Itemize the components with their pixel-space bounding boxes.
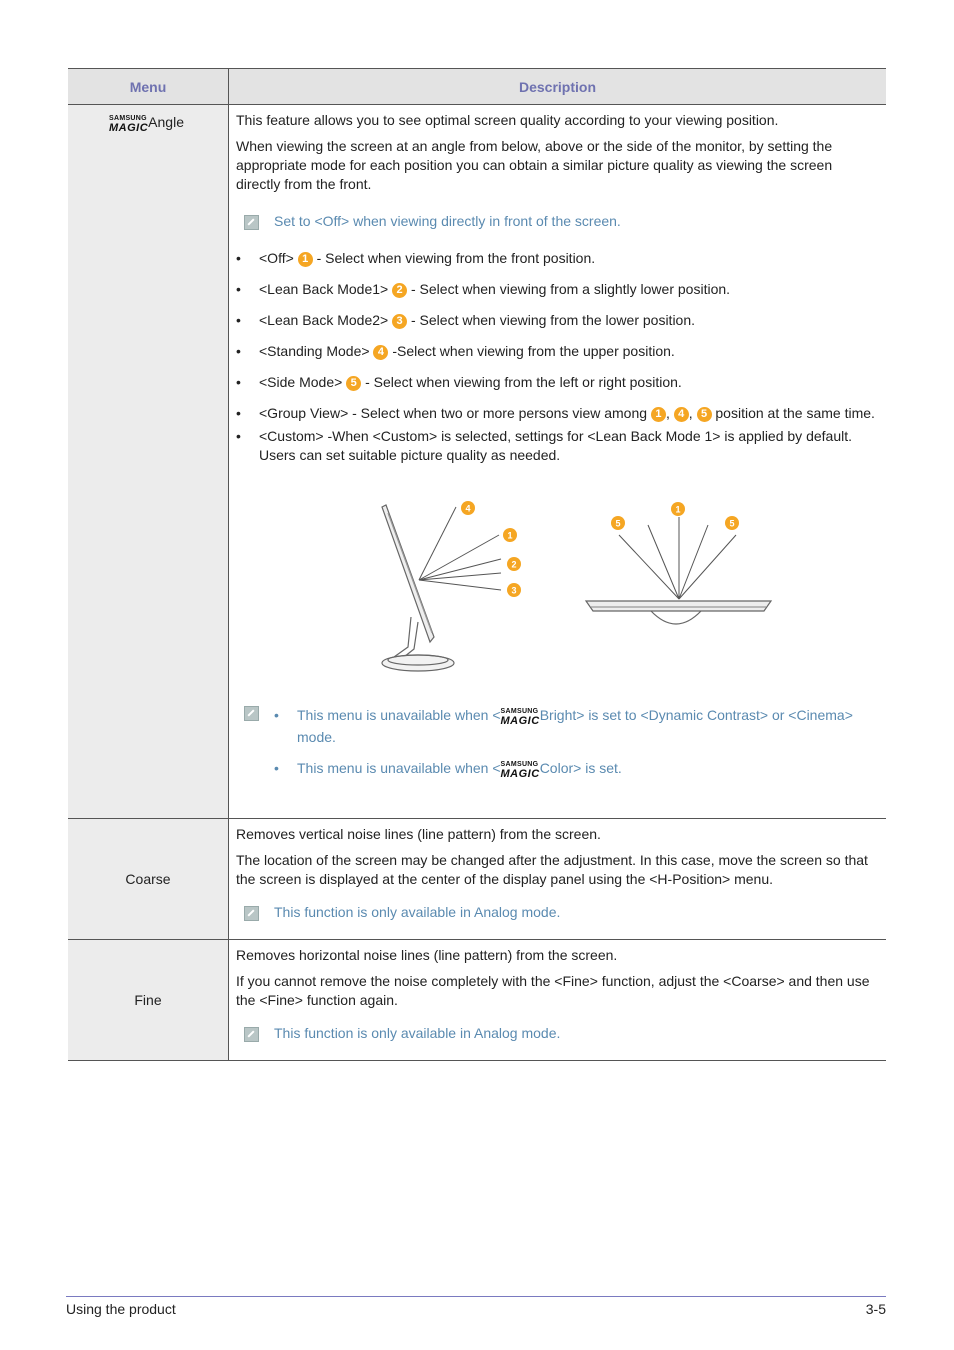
angle-notes-block xyxy=(244,705,878,791)
table-row-coarse xyxy=(68,819,886,940)
svg-text:5: 5 xyxy=(729,518,735,529)
note-icon xyxy=(244,706,259,721)
table-row-fine xyxy=(68,940,886,1061)
list-item: • <Off> 1 - Select when viewing from the front position. xyxy=(236,249,878,268)
badge-5-icon: 5 xyxy=(346,376,361,391)
list-item: • <Lean Back Mode1> 2 - Select when viewing from a slightly lower position. xyxy=(236,280,878,299)
desc-cell-coarse xyxy=(229,819,886,939)
list-item-custom: • <Custom> -When <Custom> is selected, settings for <Lean Back Mode 1> is applied by default. Users can set suitable picture quality as needed. xyxy=(236,427,878,465)
note-icon xyxy=(244,906,259,921)
list-item-group-view: • <Group View> - Select when two or more persons view among 1 , 4 , 5 position at the same time. xyxy=(236,404,878,423)
coarse-note-text: This function is only available in Analog mode. xyxy=(274,904,561,920)
coarse-detail: The location of the screen may be changed after the adjustment. In this case, move the screen so that the screen is displayed at the center of the display panel using the <H-Position> menu. xyxy=(236,852,868,887)
samsung-magic-logo: SAMSUNG MAGIC xyxy=(500,708,540,727)
table-row-angle xyxy=(68,105,886,819)
side-monitor-illustration xyxy=(382,505,454,671)
list-item: • <Lean Back Mode2> 3 - Select when viewing from the lower position. xyxy=(236,311,878,330)
top-view-lines xyxy=(619,517,736,599)
badge-3-icon: 3 xyxy=(392,314,407,329)
angle-note xyxy=(244,212,878,231)
settings-table xyxy=(68,68,886,1061)
angle-label: Angle xyxy=(148,114,184,130)
list-item: • This menu is unavailable when < SAMSUNG MAGIC Bright> is set to <Dynamic Contrast> or <Cinema> mode. xyxy=(274,705,878,747)
badge-1-icon: 1 xyxy=(298,252,313,267)
angle-menu-label xyxy=(68,105,228,134)
samsung-magic-logo: SAMSUNG MAGIC xyxy=(500,761,540,780)
header-description: Description xyxy=(518,78,596,95)
samsung-magic-logo: SAMSUNG MAGIC xyxy=(109,115,149,134)
angle-intro: This feature allows you to see optimal screen quality according to your viewing position. xyxy=(236,112,779,128)
note-icon xyxy=(244,215,259,230)
desc-cell-angle xyxy=(229,105,886,818)
badge-4-icon: 4 xyxy=(373,345,388,360)
list-item: • <Side Mode> 5 - Select when viewing from the left or right position. xyxy=(236,373,878,392)
fine-note xyxy=(244,1024,878,1043)
list-item: • This menu is unavailable when < SAMSUNG MAGIC Color> is set. xyxy=(274,758,878,780)
list-item: • <Standing Mode> 4 -Select when viewing from the upper position. xyxy=(236,342,878,361)
coarse-note xyxy=(244,903,878,922)
coarse-intro: Removes vertical noise lines (line pattern) from the screen. xyxy=(236,826,601,842)
menu-cell-fine xyxy=(68,940,229,1060)
coarse-label: Coarse xyxy=(125,871,171,887)
note-icon xyxy=(244,1027,259,1042)
angle-detail: When viewing the screen at an angle from below, above or the side of the monitor, by setting the appropriate mode for each position you can obtain a similar picture quality as viewing the screen directly from the front. xyxy=(236,138,833,192)
angle-note-text: Set to <Off> when viewing directly in front of the screen. xyxy=(274,213,621,229)
header-menu: Menu xyxy=(68,69,229,104)
fine-label: Fine xyxy=(134,992,162,1008)
table-header xyxy=(68,68,886,105)
page-footer xyxy=(66,1296,886,1317)
top-monitor-illustration xyxy=(586,601,771,624)
fine-intro: Removes horizontal noise lines (line pattern) from the screen. xyxy=(236,947,618,963)
side-view-lines xyxy=(419,507,501,590)
footer-page-number: 3-5 xyxy=(865,1301,886,1317)
footer-section-title: Using the product xyxy=(66,1301,176,1317)
fine-note-text: This function is only available in Analog mode. xyxy=(274,1025,561,1041)
angle-notes-list xyxy=(274,705,878,791)
svg-text:1: 1 xyxy=(507,530,513,541)
svg-text:4: 4 xyxy=(465,503,471,514)
svg-text:5: 5 xyxy=(615,518,621,529)
fine-detail: If you cannot remove the noise completely with the <Fine> function, adjust the <Coarse> and then use the <Fine> function again. xyxy=(236,973,870,1008)
badge-2-icon: 2 xyxy=(392,283,407,298)
svg-text:2: 2 xyxy=(511,559,517,570)
desc-cell-fine xyxy=(229,940,886,1060)
angle-options-list xyxy=(236,249,878,465)
viewing-angle-diagram xyxy=(236,477,876,697)
menu-cell-coarse xyxy=(68,819,229,939)
svg-text:3: 3 xyxy=(511,585,517,596)
svg-text:1: 1 xyxy=(675,504,681,515)
menu-cell-angle xyxy=(68,105,229,818)
